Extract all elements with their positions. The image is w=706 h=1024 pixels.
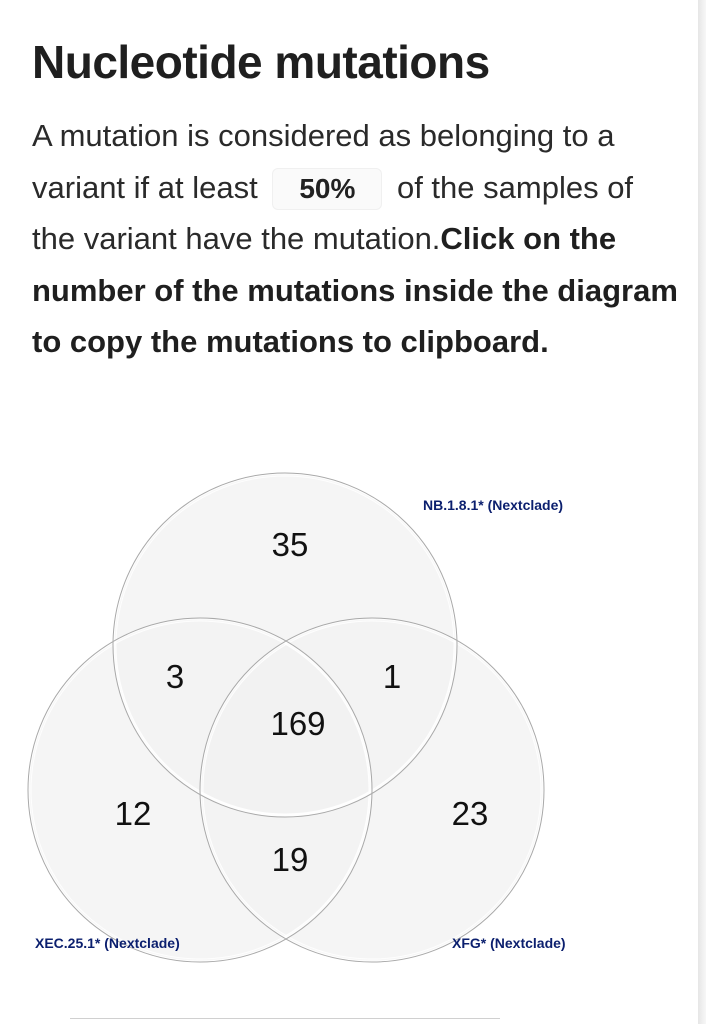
bottom-divider (70, 1018, 500, 1021)
count-xec-only[interactable]: 12 (114, 795, 152, 832)
description-suffix: of the samples of the variant have the mutation. (32, 169, 634, 256)
count-xfg-only[interactable]: 23 (451, 795, 489, 832)
count-nb-xec[interactable]: 3 (165, 658, 185, 695)
set-label-nb: NB.1.8.1* (Nextclade) (423, 497, 564, 513)
count-xec-xfg[interactable]: 19 (271, 841, 309, 878)
count-all-three[interactable]: 169 (270, 705, 326, 742)
description-prefix: A mutation is considered as belonging to a variant if at least (32, 118, 615, 205)
count-nb-only[interactable]: 35 (271, 526, 309, 563)
venn-diagram (0, 455, 700, 965)
set-label-xfg: XFG* (Nextclade) (452, 935, 566, 951)
threshold-input[interactable] (272, 168, 382, 210)
count-nb-xfg[interactable]: 1 (382, 658, 402, 695)
page-title: Nucleotide mutations (32, 36, 490, 88)
copy-instruction: Click on the number of the mutations inside the diagram to copy the mutations to clipboard. (32, 221, 678, 359)
description-text (32, 110, 682, 368)
set-label-xec: XEC.25.1* (Nextclade) (35, 935, 180, 951)
